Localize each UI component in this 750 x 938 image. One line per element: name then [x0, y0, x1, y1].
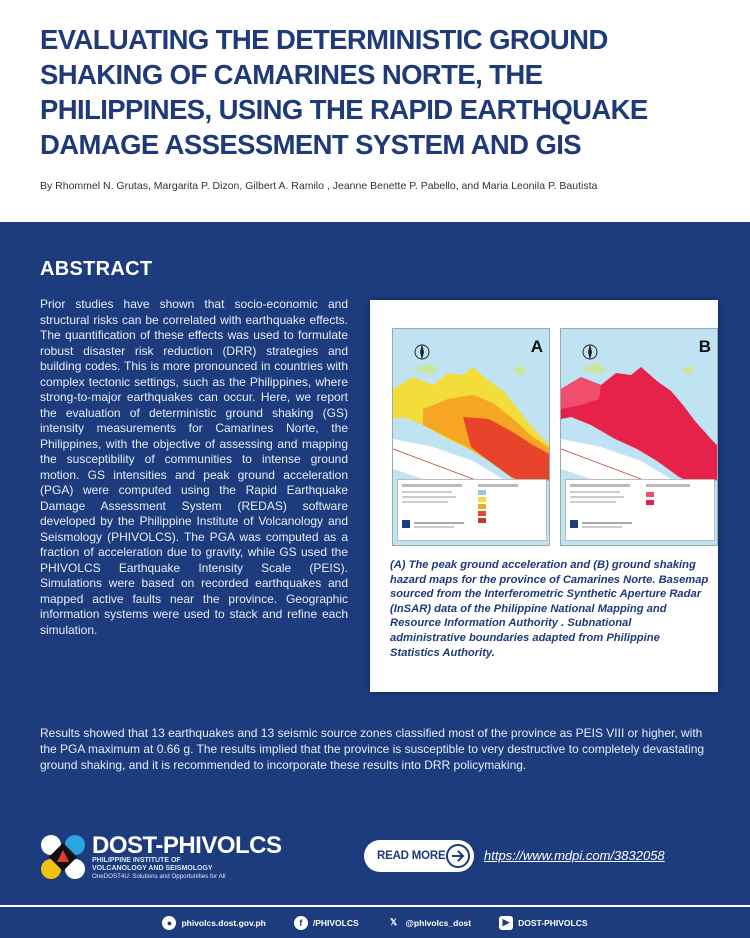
abstract-heading: ABSTRACT: [40, 258, 153, 280]
footer: [0, 907, 750, 938]
map-a-label: A: [530, 337, 543, 356]
figure-caption: (A) The peak ground acceleration and (B) ground shaking hazard maps for the province of Camarines Norte. Basemap sourced from the Interferometric Synthetic Aperture Radar (InSAR) data of the Philippine National Mapping and Resource Information Authority . Subnational administrative boundaries adapted from Philippine Statistics Authority.: [390, 559, 709, 659]
figure-card: [370, 300, 718, 692]
pga-legend: [397, 479, 547, 541]
brand-subtitle: PHILIPPINE INSTITUTE OF: [92, 857, 181, 864]
header: [0, 0, 750, 222]
pga-map: [392, 328, 550, 546]
map-b-label: B: [698, 337, 711, 356]
brand-subtitle: VOLCANOLOGY AND SEISMOLOGY: [92, 865, 213, 872]
website-link[interactable]: [162, 916, 265, 930]
results-text: Results showed that 13 earthquakes and 13 seismic source zones classified most of the province as PEIS VIII or higher, with the PGA maximum at 0.66 g. The results implied that the province is susceptible to very destructive to completely devastating ground shaking, and it is recommended to incorporate these results into DRR policymaking.: [40, 726, 705, 772]
x-label: @phivolcs_dost: [405, 917, 472, 928]
read-more-button[interactable]: [364, 840, 474, 872]
article-link[interactable]: https://www.mdpi.com/3832058: [484, 848, 665, 863]
facebook-icon: f: [294, 916, 308, 930]
compass-icon: [581, 343, 599, 361]
abstract-text: Prior studies have shown that socio-economic and structural risks can be correlated with earthquake effects. The quantification of these effects was used to formulate robust disaster risk reduction (DRR) strategies and building codes. This is more pronounced in countries with complex tectonic settings, such as the Philippines, where strong-to-major earthquakes can occur. Here, we report the evaluation of deterministic ground shaking (GS) intensity measurements for Camarines Norte, the Philippines, with the objective of assessing and mapping the susceptibility of communities to intense ground motion. GS intensities and peak ground acceleration (PGA) were computed using the Rapid Earthquake Damage Assessment System (REDAS) software developed by the Philippine Institute of Volcanology and Seismology (PHIVOLCS). The PGA was computed as a fraction of acceleration due to gravity, while GS used the PHIVOLCS Earthquake Intensity Scale (PEIS). Simulations were based on recorded earthquakes and mapped active faults near the province. Geographic information systems were used to stack and refine each simulation.: [40, 297, 348, 637]
compass-icon: [413, 343, 431, 361]
peis-legend: [565, 479, 715, 541]
brand-tagline: OneDOST4U: Solutions and Opportunities for All: [92, 873, 226, 880]
brand-name: DOST-PHIVOLCS: [92, 832, 282, 859]
phivolcs-logo-icon: [38, 832, 88, 882]
read-more-label: READ MORE: [377, 850, 446, 862]
youtube-icon: ▶: [499, 916, 513, 930]
x-icon: 𝕏: [390, 917, 398, 927]
peis-map: [560, 328, 718, 546]
youtube-link[interactable]: [499, 916, 587, 930]
x-link[interactable]: [387, 916, 471, 930]
page-title: EVALUATING THE DETERMINISTIC GROUND SHAKING OF CAMARINES NORTE, THE PHILIPPINES, USING THE RAPID EARTHQUAKE DAMAGE ASSESSMENT SYSTEM AND GIS: [40, 24, 648, 160]
facebook-label: /PHIVOLCS: [312, 917, 359, 928]
facebook-link[interactable]: [294, 916, 359, 930]
youtube-label: DOST-PHIVOLCS: [518, 917, 588, 928]
globe-icon: ●: [162, 916, 176, 930]
author-list: By Rhommel N. Grutas, Margarita P. Dizon, Gilbert A. Ramilo , Jeanne Benette P. Pabello, and Maria Leonila P. Bautista: [40, 180, 598, 192]
website-label: phivolcs.dost.gov.ph: [181, 917, 266, 928]
arrow-right-icon: [446, 844, 470, 868]
